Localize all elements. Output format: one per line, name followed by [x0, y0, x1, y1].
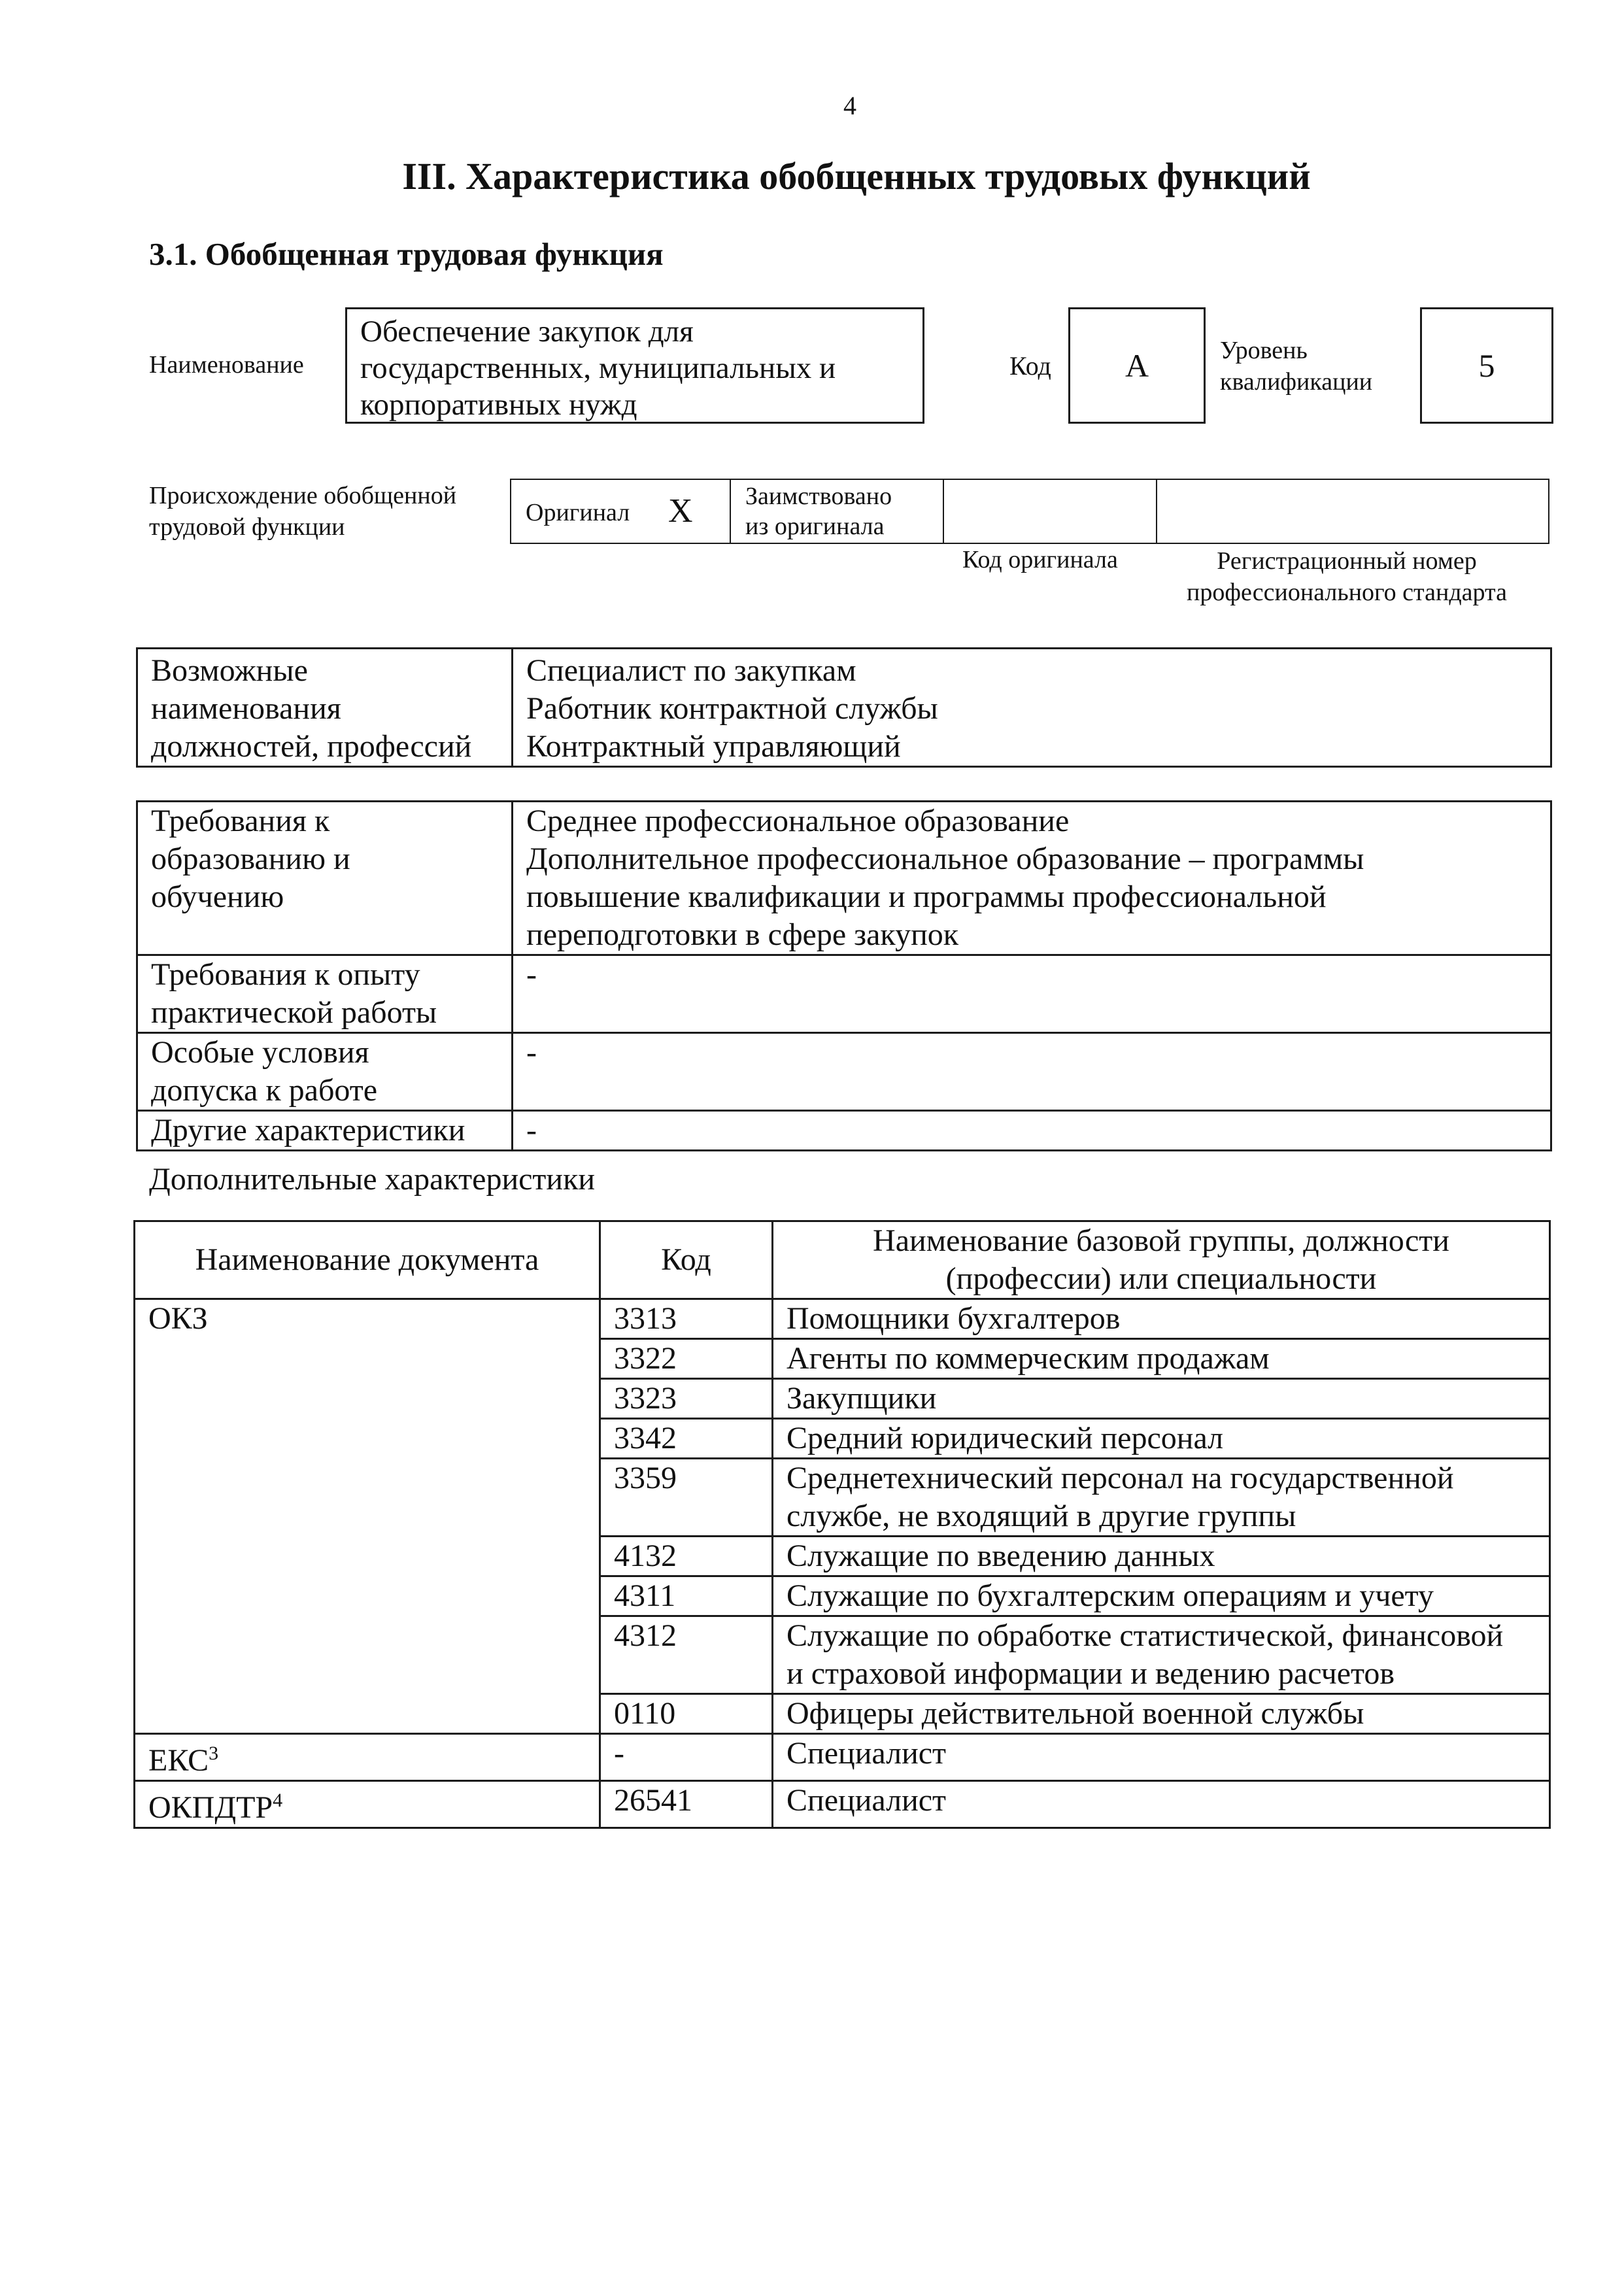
borrowed-label-line: Заимствовано [745, 483, 892, 510]
okpdtr-label-text: ОКПДТР [148, 1790, 273, 1825]
positions-label-line: должностей, профессий [151, 729, 472, 764]
okz-name-line: Помощники бухгалтеров [787, 1301, 1121, 1336]
okz-name-line: Средний юридический персонал [787, 1421, 1224, 1455]
okpdtr-footnote-mark: 4 [273, 1790, 283, 1811]
origin-label [149, 480, 456, 543]
original-code-cell [944, 480, 1157, 543]
requirement-row [137, 802, 1551, 955]
okz-code: 3313 [600, 1299, 773, 1339]
okz-code: 4132 [600, 1537, 773, 1576]
requirement-value [513, 802, 1551, 955]
original-mark: X [668, 492, 693, 530]
level-value-box: 5 [1420, 307, 1553, 424]
okz-name-line: Агенты по коммерческим продажам [787, 1341, 1270, 1376]
section-title: III. Характеристика обобщенных трудовых функций [402, 155, 1311, 197]
okz-name [773, 1616, 1550, 1694]
requirement-label-line: Особые условия [151, 1035, 369, 1070]
okz-code: 0110 [600, 1694, 773, 1734]
positions-value [513, 649, 1551, 767]
okz-name-line: Закупщики [787, 1381, 937, 1416]
naming-label: Наименование [149, 351, 304, 379]
header-name-line: Наименование базовой группы, должности [873, 1223, 1449, 1258]
positions-label [137, 649, 513, 767]
okz-name [773, 1419, 1550, 1459]
requirement-label-line: Требования к опыту [151, 957, 420, 992]
additional-title: Дополнительные характеристики [149, 1162, 596, 1197]
positions-label-line: наименования [151, 691, 341, 726]
naming-value-line: Обеспечение закупок для [360, 314, 694, 348]
okz-code: 4312 [600, 1616, 773, 1694]
reg-caption-line: профессионального стандарта [1187, 579, 1507, 606]
okz-name [773, 1339, 1550, 1379]
requirement-row [137, 1033, 1551, 1111]
origin-table [510, 479, 1549, 544]
code-original-caption: Код оригинала [962, 546, 1118, 573]
requirement-value-line: - [526, 957, 537, 992]
additional-header-row [135, 1221, 1550, 1299]
naming-value-box [345, 307, 924, 424]
requirement-label-line: практической работы [151, 995, 437, 1030]
requirement-value-line: - [526, 1113, 537, 1148]
table-row [135, 1781, 1550, 1828]
okz-label: ОКЗ [135, 1299, 600, 1734]
eks-footnote-mark: 3 [209, 1742, 219, 1764]
okz-code: 3359 [600, 1459, 773, 1537]
okz-name [773, 1576, 1550, 1616]
position-item: Контрактный управляющий [526, 729, 901, 764]
table-row [135, 1299, 1550, 1339]
subsection-title: 3.1. Обобщенная трудовая функция [149, 236, 664, 272]
requirement-value-line: - [526, 1035, 537, 1070]
okz-code: 3342 [600, 1419, 773, 1459]
naming-value-line: корпоративных нужд [360, 388, 637, 422]
okz-name-line: Офицеры действительной военной службы [787, 1696, 1364, 1731]
code-label: Код [1009, 351, 1051, 381]
reg-caption-line: Регистрационный номер [1217, 547, 1477, 575]
eks-label-text: ЕКС [148, 1743, 209, 1778]
okz-name-line: Служащие по бухгалтерским операциям и учету [787, 1578, 1434, 1613]
positions-table [136, 647, 1552, 768]
requirement-label-line: Требования к [151, 804, 330, 838]
level-label-line: квалификации [1220, 368, 1373, 396]
position-item: Работник контрактной службы [526, 691, 938, 726]
header-doc: Наименование документа [135, 1221, 600, 1299]
reg-number-cell [1157, 480, 1548, 543]
okz-name-line: службе, не входящий в другие группы [787, 1499, 1296, 1533]
eks-code: - [600, 1734, 773, 1781]
code-value-box: А [1068, 307, 1206, 424]
original-cell [511, 480, 731, 543]
requirement-value [513, 955, 1551, 1033]
eks-label [135, 1734, 600, 1781]
okpdtr-label [135, 1781, 600, 1828]
table-row [135, 1734, 1550, 1781]
origin-label-line: трудовой функции [149, 513, 345, 541]
requirement-label [137, 802, 513, 955]
positions-row [137, 649, 1551, 767]
okz-name-line: Служащие по введению данных [787, 1538, 1215, 1573]
header-code: Код [600, 1221, 773, 1299]
requirement-label [137, 1111, 513, 1151]
okz-name-line: Среднетехнический персонал на государственной [787, 1461, 1454, 1495]
page-number: 4 [843, 91, 856, 120]
reg-number-caption [1164, 545, 1530, 608]
okz-name [773, 1537, 1550, 1576]
position-item: Специалист по закупкам [526, 653, 856, 688]
okz-name-line: Служащие по обработке статистической, финансовой [787, 1618, 1504, 1653]
requirement-value [513, 1033, 1551, 1111]
requirement-value-line: переподготовки в сфере закупок [526, 917, 959, 952]
requirement-row [137, 1111, 1551, 1151]
requirement-row [137, 955, 1551, 1033]
requirement-value [513, 1111, 1551, 1151]
okz-name [773, 1299, 1550, 1339]
okpdtr-code: 26541 [600, 1781, 773, 1828]
additional-table [133, 1220, 1551, 1829]
positions-label-line: Возможные [151, 653, 308, 688]
requirements-table [136, 800, 1552, 1151]
header-name [773, 1221, 1550, 1299]
requirement-label-line: образованию и [151, 842, 350, 876]
eks-name: Специалист [773, 1734, 1550, 1781]
header-name-line: (профессии) или специальности [945, 1261, 1377, 1296]
requirement-label-line: допуска к работе [151, 1073, 378, 1108]
requirement-value-line: повышение квалификации и программы профессиональной [526, 879, 1327, 914]
okz-name-line: и страховой информации и ведению расчетов [787, 1656, 1395, 1691]
okz-code: 3323 [600, 1379, 773, 1419]
requirement-value-line: Дополнительное профессиональное образование – программы [526, 842, 1364, 876]
naming-value-line: государственных, муниципальных и [360, 351, 836, 385]
okz-name [773, 1694, 1550, 1734]
level-label-line: Уровень [1220, 337, 1308, 364]
original-label: Оригинал [526, 499, 630, 526]
requirement-value-line: Среднее профессиональное образование [526, 804, 1070, 838]
level-label [1220, 335, 1372, 398]
borrowed-cell [731, 480, 944, 543]
requirement-label [137, 1033, 513, 1111]
okz-name [773, 1379, 1550, 1419]
okpdtr-name: Специалист [773, 1781, 1550, 1828]
origin-label-line: Происхождение обобщенной [149, 482, 457, 509]
okz-code: 3322 [600, 1339, 773, 1379]
requirement-label-line: обучению [151, 879, 284, 914]
requirement-label [137, 955, 513, 1033]
okz-code: 4311 [600, 1576, 773, 1616]
okz-name [773, 1459, 1550, 1537]
borrowed-label-line: из оригинала [745, 513, 885, 540]
requirement-label-line: Другие характеристики [151, 1113, 465, 1148]
